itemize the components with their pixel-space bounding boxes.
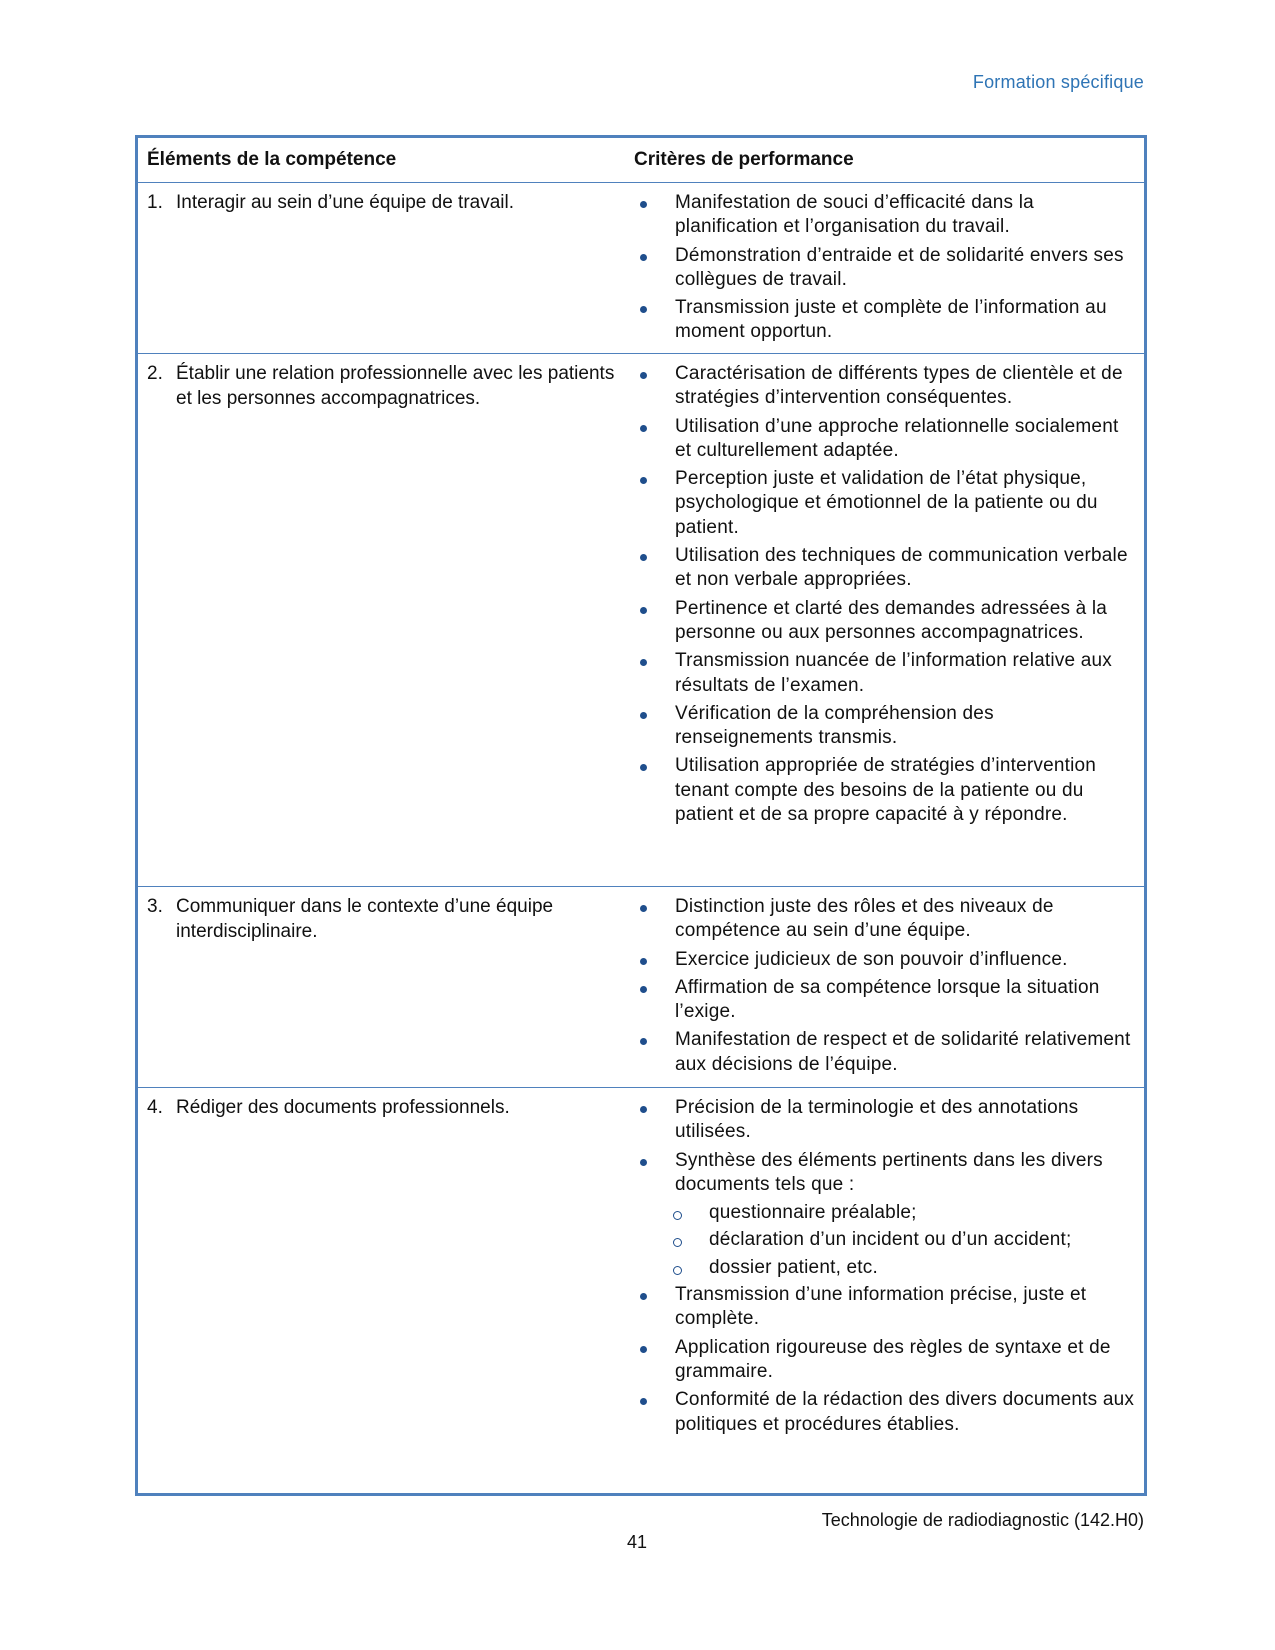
element-text: Communiquer dans le contexte d’une équipe interdisciplinaire. xyxy=(176,896,554,942)
criterion-text: Caractérisation de différents types de clientèle et de stratégies d’intervention conséquentes. xyxy=(675,363,1123,409)
criterion-text: Synthèse des éléments pertinents dans les divers documents tels que : xyxy=(675,1149,1103,1195)
criterion xyxy=(634,1388,1136,1437)
criterion-text: Manifestation de souci d’efficacité dans la planification et l’organisation du travail. xyxy=(675,192,1034,238)
bullet-icon xyxy=(640,958,647,965)
bullet-icon xyxy=(640,201,647,208)
element-number: 3. xyxy=(147,896,163,917)
element-number: 4. xyxy=(147,1097,163,1118)
criteria-list xyxy=(634,354,1136,835)
criterion-text: Utilisation des techniques de communication verbale et non verbale appropriées. xyxy=(675,545,1128,591)
criteria-list xyxy=(634,887,1136,1085)
criterion-text: Pertinence et clarté des demandes adressées à la personne ou aux personnes accompagnatrices. xyxy=(675,597,1108,643)
criterion xyxy=(634,976,1136,1025)
running-head: Formation spécifique xyxy=(972,72,1144,92)
bullet-icon xyxy=(640,1038,647,1045)
element-cell xyxy=(138,183,634,353)
sub-criterion xyxy=(634,1228,1136,1252)
header-criteria: Critères de performance xyxy=(634,149,854,170)
criterion-text: Perception juste et validation de l’état physique, psychologique et émotionnel de la patiente ou du patient. xyxy=(675,468,1098,538)
criterion xyxy=(634,1096,1136,1145)
table-row xyxy=(138,886,1144,1087)
criterion-text: Transmission nuancée de l’information relative aux résultats de l’examen. xyxy=(675,650,1113,696)
criterion-text: Utilisation d’une approche relationnelle socialement et culturellement adaptée. xyxy=(675,415,1119,461)
criterion-text: Transmission juste et complète de l’information au moment opportun. xyxy=(675,297,1107,343)
element-text: Interagir au sein d’une équipe de travail. xyxy=(176,192,515,213)
bullet-icon xyxy=(640,607,647,614)
competence-table xyxy=(135,135,1147,1496)
element-number: 1. xyxy=(147,192,163,213)
bullet-icon xyxy=(640,712,647,719)
criterion-text: questionnaire préalable; xyxy=(709,1202,917,1224)
criterion xyxy=(634,895,1136,944)
criterion-text: Conformité de la rédaction des divers documents aux politiques et procédures établies. xyxy=(675,1389,1135,1435)
bullet-icon xyxy=(640,1398,647,1405)
hollow-bullet-icon xyxy=(673,1266,682,1275)
footer-title: Technologie de radiodiagnostic (142.H0) xyxy=(821,1510,1144,1530)
criterion-text: Utilisation appropriée de stratégies d’intervention tenant compte des besoins de la patiente ou du patient et de sa propre capacité à y répondre. xyxy=(675,755,1097,826)
bullet-icon xyxy=(640,1346,647,1353)
criterion xyxy=(634,702,1136,751)
bullet-icon xyxy=(640,659,647,666)
header-elements: Éléments de la compétence xyxy=(147,149,397,170)
bullet-icon xyxy=(640,764,647,771)
criterion xyxy=(634,296,1136,345)
table-row xyxy=(138,353,1144,886)
bullet-icon xyxy=(640,477,647,484)
bullet-icon xyxy=(640,905,647,912)
criterion-text: Distinction juste des rôles et des niveaux de compétence au sein d’une équipe. xyxy=(675,896,1054,942)
criterion-text: Affirmation de sa compétence lorsque la situation l’exige. xyxy=(675,976,1100,1023)
criteria-cell xyxy=(634,183,1144,353)
table-header-row xyxy=(138,138,1144,182)
criterion xyxy=(634,191,1136,240)
bullet-icon xyxy=(640,1159,647,1166)
criterion xyxy=(634,244,1136,293)
criterion xyxy=(634,415,1136,464)
element-number: 2. xyxy=(147,363,163,384)
criterion xyxy=(634,649,1136,698)
criterion-text: Démonstration d’entraide et de solidarité envers ses collègues de travail. xyxy=(675,244,1124,290)
bullet-icon xyxy=(640,254,647,261)
criteria-cell xyxy=(634,354,1144,886)
criteria-cell xyxy=(634,1088,1144,1493)
hollow-bullet-icon xyxy=(673,1238,682,1247)
criterion xyxy=(634,1028,1136,1077)
element-text: Rédiger des documents professionnels. xyxy=(176,1097,510,1118)
criterion-text: Application rigoureuse des règles de syntaxe et de grammaire. xyxy=(675,1336,1111,1382)
bullet-icon xyxy=(640,986,647,993)
criterion-text: Vérification de la compréhension des renseignements transmis. xyxy=(675,702,994,749)
criteria-list xyxy=(634,1088,1136,1445)
element-cell xyxy=(138,887,634,1087)
sub-criterion xyxy=(634,1201,1136,1225)
criterion-text: Exercice judicieux de son pouvoir d’influence. xyxy=(675,948,1068,970)
bullet-icon xyxy=(640,1106,647,1113)
criterion-text: Précision de la terminologie et des annotations utilisées. xyxy=(675,1097,1079,1143)
criterion xyxy=(634,467,1136,540)
page-number: 41 xyxy=(627,1532,648,1552)
criterion-text: Manifestation de respect et de solidarité relativement aux décisions de l’équipe. xyxy=(675,1029,1131,1075)
criterion-text: dossier patient, etc. xyxy=(709,1256,878,1278)
criterion xyxy=(634,1336,1136,1385)
criterion xyxy=(634,1149,1136,1198)
criterion xyxy=(634,544,1136,593)
element-cell xyxy=(138,1088,634,1493)
bullet-icon xyxy=(640,306,647,313)
bullet-icon xyxy=(640,372,647,379)
criterion xyxy=(634,754,1136,827)
criterion xyxy=(634,1283,1136,1332)
criterion xyxy=(634,597,1136,646)
table-row xyxy=(138,182,1144,353)
criterion xyxy=(634,362,1136,411)
criterion-text: Transmission d’une information précise, juste et complète. xyxy=(675,1284,1087,1330)
hollow-bullet-icon xyxy=(673,1211,682,1220)
bullet-icon xyxy=(640,425,647,432)
criterion-text: déclaration d’un incident ou d’un accident; xyxy=(709,1229,1072,1251)
criteria-cell xyxy=(634,887,1144,1087)
sub-criterion xyxy=(634,1256,1136,1280)
bullet-icon xyxy=(640,1293,647,1300)
table-row xyxy=(138,1087,1144,1493)
criterion xyxy=(634,948,1136,972)
element-text: Établir une relation professionnelle avec les patients et les personnes accompagnatrices. xyxy=(176,363,615,409)
bullet-icon xyxy=(640,554,647,561)
element-cell xyxy=(138,354,634,886)
criteria-list xyxy=(634,183,1136,353)
